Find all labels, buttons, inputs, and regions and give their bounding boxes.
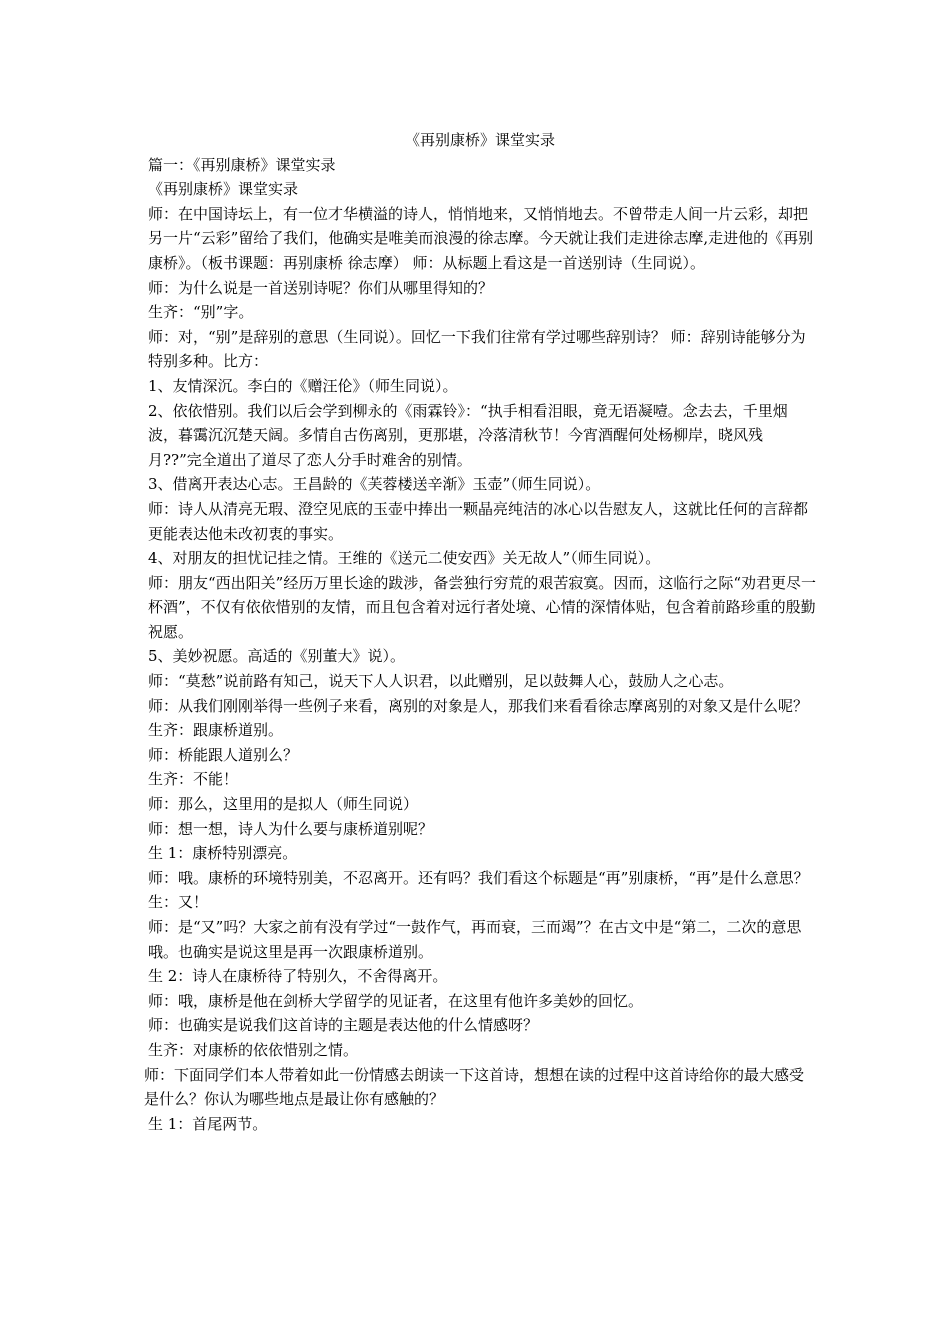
paragraph: 师：在中国诗坛上，有一位才华横溢的诗人，悄悄地来，又悄悄地去。不曾带走人间一片云彩，却把另一片“云彩”留给了我们，他确实是唯美而浪漫的徐志摩。今天就让我们走进徐志摩,走进他的《再别康桥》。（板书课题：再别康桥 徐志摩） 师：从标题上看这是一首送别诗（生同说）。 (148, 204, 814, 272)
paragraph: 师：是“又”吗？大家之前有没有学过“一鼓作气，再而衰，三而竭”？在古文中是“第二，二次的意思哦。也确实是说这里是再一次跟康桥道别。 (148, 918, 802, 961)
paragraph: 师：为什么说是一首送别诗呢？你们从哪里得知的？ (148, 278, 494, 297)
paragraph: 2、依依惜别。我们以后会学到柳永的《雨霖铃》：“执手相看泪眼，竟无语凝噎。念去去，千里烟波，暮霭沉沉楚天阔。多情自古伤离别，更那堪，冷落清秋节！今宵酒醒何处杨柳岸，晓风残月??”完全道出了道尽了恋人分手时难舍的别情。 (148, 401, 788, 469)
paragraph: 生 1：首尾两节。 (148, 1114, 268, 1133)
paragraph: 《再别康桥》课堂实录 (148, 180, 299, 199)
paragraph-list (144, 153, 816, 1137)
paragraph: 师：下面同学们本人带着如此一份情感去朗读一下这首诗，想想在读的过程中这首诗给你的最大感受是什么？你认为哪些地点是最让你有感触的？ (144, 1065, 805, 1109)
paragraph: 3、借离开表达心志。王昌龄的《芙蓉楼送辛渐》玉壶”（师生同说）。 (148, 475, 601, 494)
paragraph: 师：那么，这里用的是拟人（师生同说） (148, 795, 419, 814)
paragraph: 师：哦，康桥是他在剑桥大学留学的见证者，在这里有他许多美妙的回忆。 (148, 991, 644, 1010)
paragraph: 篇一：《再别康桥》课堂实录 (148, 155, 336, 174)
document-body (144, 128, 816, 1136)
paragraph: 生齐：对康桥的依依惜别之情。 (148, 1040, 359, 1059)
paragraph: 师：“莫愁”说前路有知己，说天下人人识君，以此赠别，足以鼓舞人心，鼓励人之心志。 (148, 672, 734, 691)
paragraph: 师：朋友“西出阳关”经历万里长途的跋涉，备尝独行穷荒的艰苦寂寞。因而，这临行之际“劝君更尽一杯酒”，不仅有依依惜别的友情，而且包含着对远行者处境、心情的深情体贴，包含着前路珍重的殷勤祝愿。 (148, 573, 817, 641)
paragraph: 5、美妙祝愿。高适的《别董大》说）。 (148, 647, 406, 666)
paragraph: 师：也确实是说我们这首诗的主题是表达他的什么情感呀？ (148, 1016, 539, 1035)
paragraph: 生齐：跟康桥道别。 (148, 721, 284, 740)
paragraph: 师：对，“别”是辞别的意思（生同说）。回忆一下我们往常有学过哪些辞别诗？ 师：辞别诗能够分为特别多种。比方： (148, 327, 806, 371)
document-title: 《再别康桥》课堂实录 (404, 131, 555, 149)
paragraph: 生 1：康桥特别漂亮。 (148, 844, 298, 863)
paragraph: 生齐：“别”字。 (148, 303, 254, 322)
paragraph: 4、对朋友的担忧记挂之情。王维的《送元二使安西》关无故人”（师生同说）。 (148, 549, 661, 568)
paragraph: 生 2：诗人在康桥待了特别久，不舍得离开。 (148, 967, 448, 986)
paragraph: 生齐：不能！ (148, 770, 239, 789)
paragraph: 1、友情深沉。李白的《赠汪伦》（师生同说）。 (148, 376, 458, 395)
paragraph: 师：桥能跟人道别么？ (148, 745, 299, 764)
paragraph: 师：诗人从清亮无瑕、澄空见底的玉壶中捧出一颗晶亮纯洁的冰心以告慰友人，这就比任何的言辞都更能表达他未改初衷的事实。 (148, 499, 809, 543)
paragraph: 师：从我们刚刚举得一些例子来看，离别的对象是人，那我们来看看徐志摩离别的对象又是什么呢？ (148, 696, 809, 715)
paragraph: 师：想一想，诗人为什么要与康桥道别呢？ (148, 819, 434, 838)
paragraph: 师：哦。康桥的环境特别美，不忍离开。还有吗？我们看这个标题是“再”别康桥，“再”是什么意思？ (148, 868, 809, 887)
paragraph: 生：又！ (148, 893, 209, 912)
